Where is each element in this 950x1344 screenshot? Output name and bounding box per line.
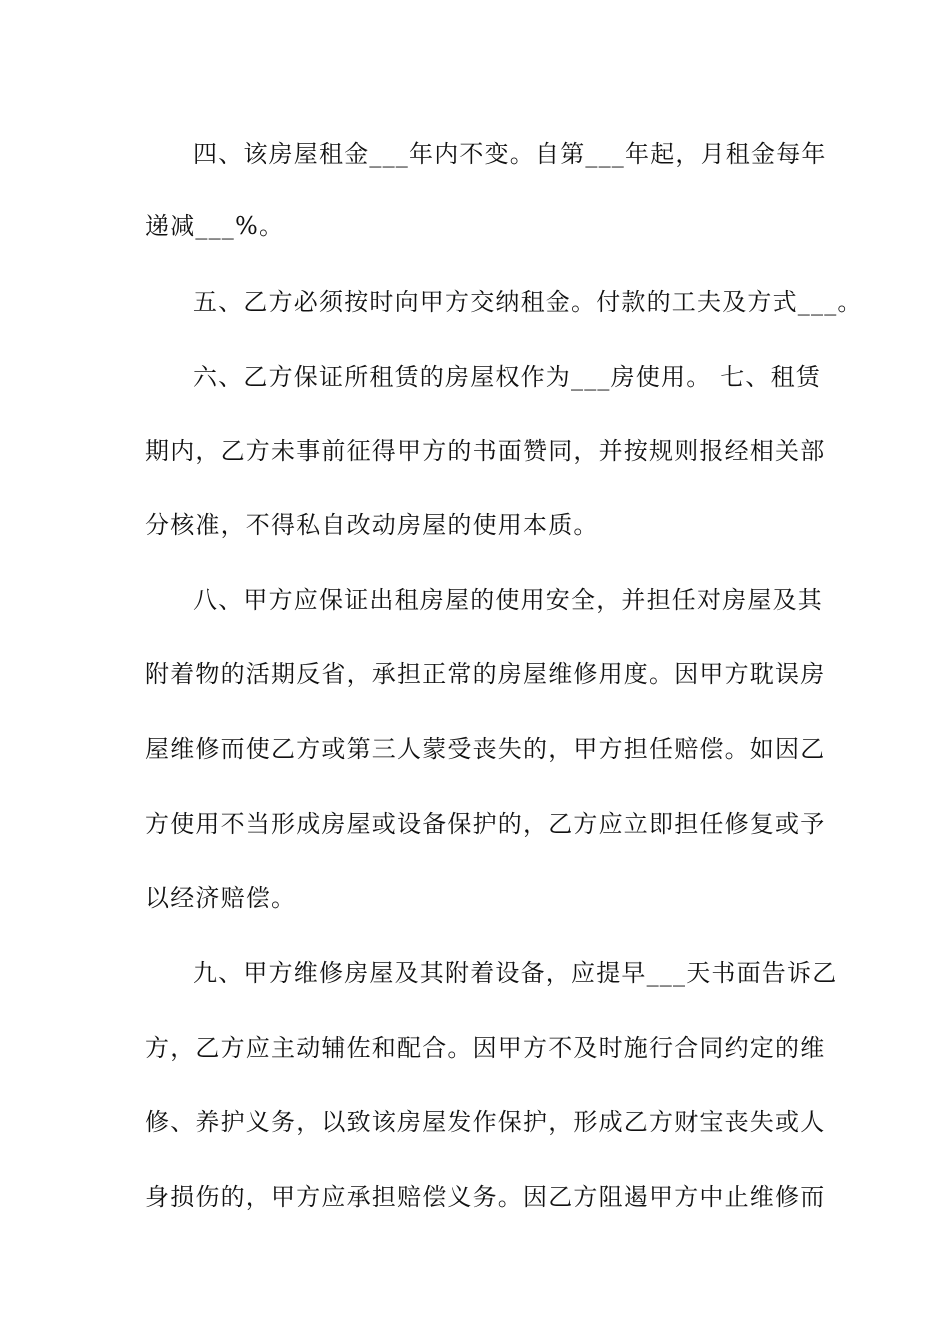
clause-4-line-1: 四、该房屋租金___年内不变。自第___年起，月租金每年 [193,140,827,168]
clause-9-line-1: 九、甲方维修房屋及其附着设备，应提早___天书面告诉乙 [193,959,838,987]
clause-9-line-2: 方，乙方应主动辅佐和配合。因甲方不及时施行合同约定的维 [145,1034,826,1062]
clause-7-line-2: 期内，乙方未事前征得甲方的书面赞同，并按规则报经相关部 [145,437,826,465]
clause-5-line-1: 五、乙方必须按时向甲方交纳租金。付款的工夫及方式___。 [193,288,863,316]
clause-9-line-3: 修、养护义务，以致该房屋发作保护，形成乙方财宝丧失或人 [145,1108,826,1136]
clause-8-line-5: 以经济赔偿。 [145,884,297,912]
clause-9-line-4: 身损伤的，甲方应承担赔偿义务。因乙方阻遏甲方中止维修而 [145,1183,826,1211]
clause-8-line-4: 方使用不当形成房屋或设备保护的，乙方应立即担任修复或予 [145,810,826,838]
clause-8-line-1: 八、甲方应保证出租房屋的使用安全，并担任对房屋及其 [193,586,823,614]
clause-8-line-3: 屋维修而使乙方或第三人蒙受丧失的，甲方担任赔偿。如因乙 [145,735,826,763]
clause-8-line-2: 附着物的活期反省，承担正常的房屋维修用度。因甲方耽误房 [145,660,826,688]
clause-6-line-1: 六、乙方保证所租赁的房屋权作为___房使用。 七、租赁 [193,363,822,391]
clause-7-line-3: 分核准，不得私自改动房屋的使用本质。 [145,511,599,539]
clause-4-line-2: 递减___%。 [145,212,285,240]
